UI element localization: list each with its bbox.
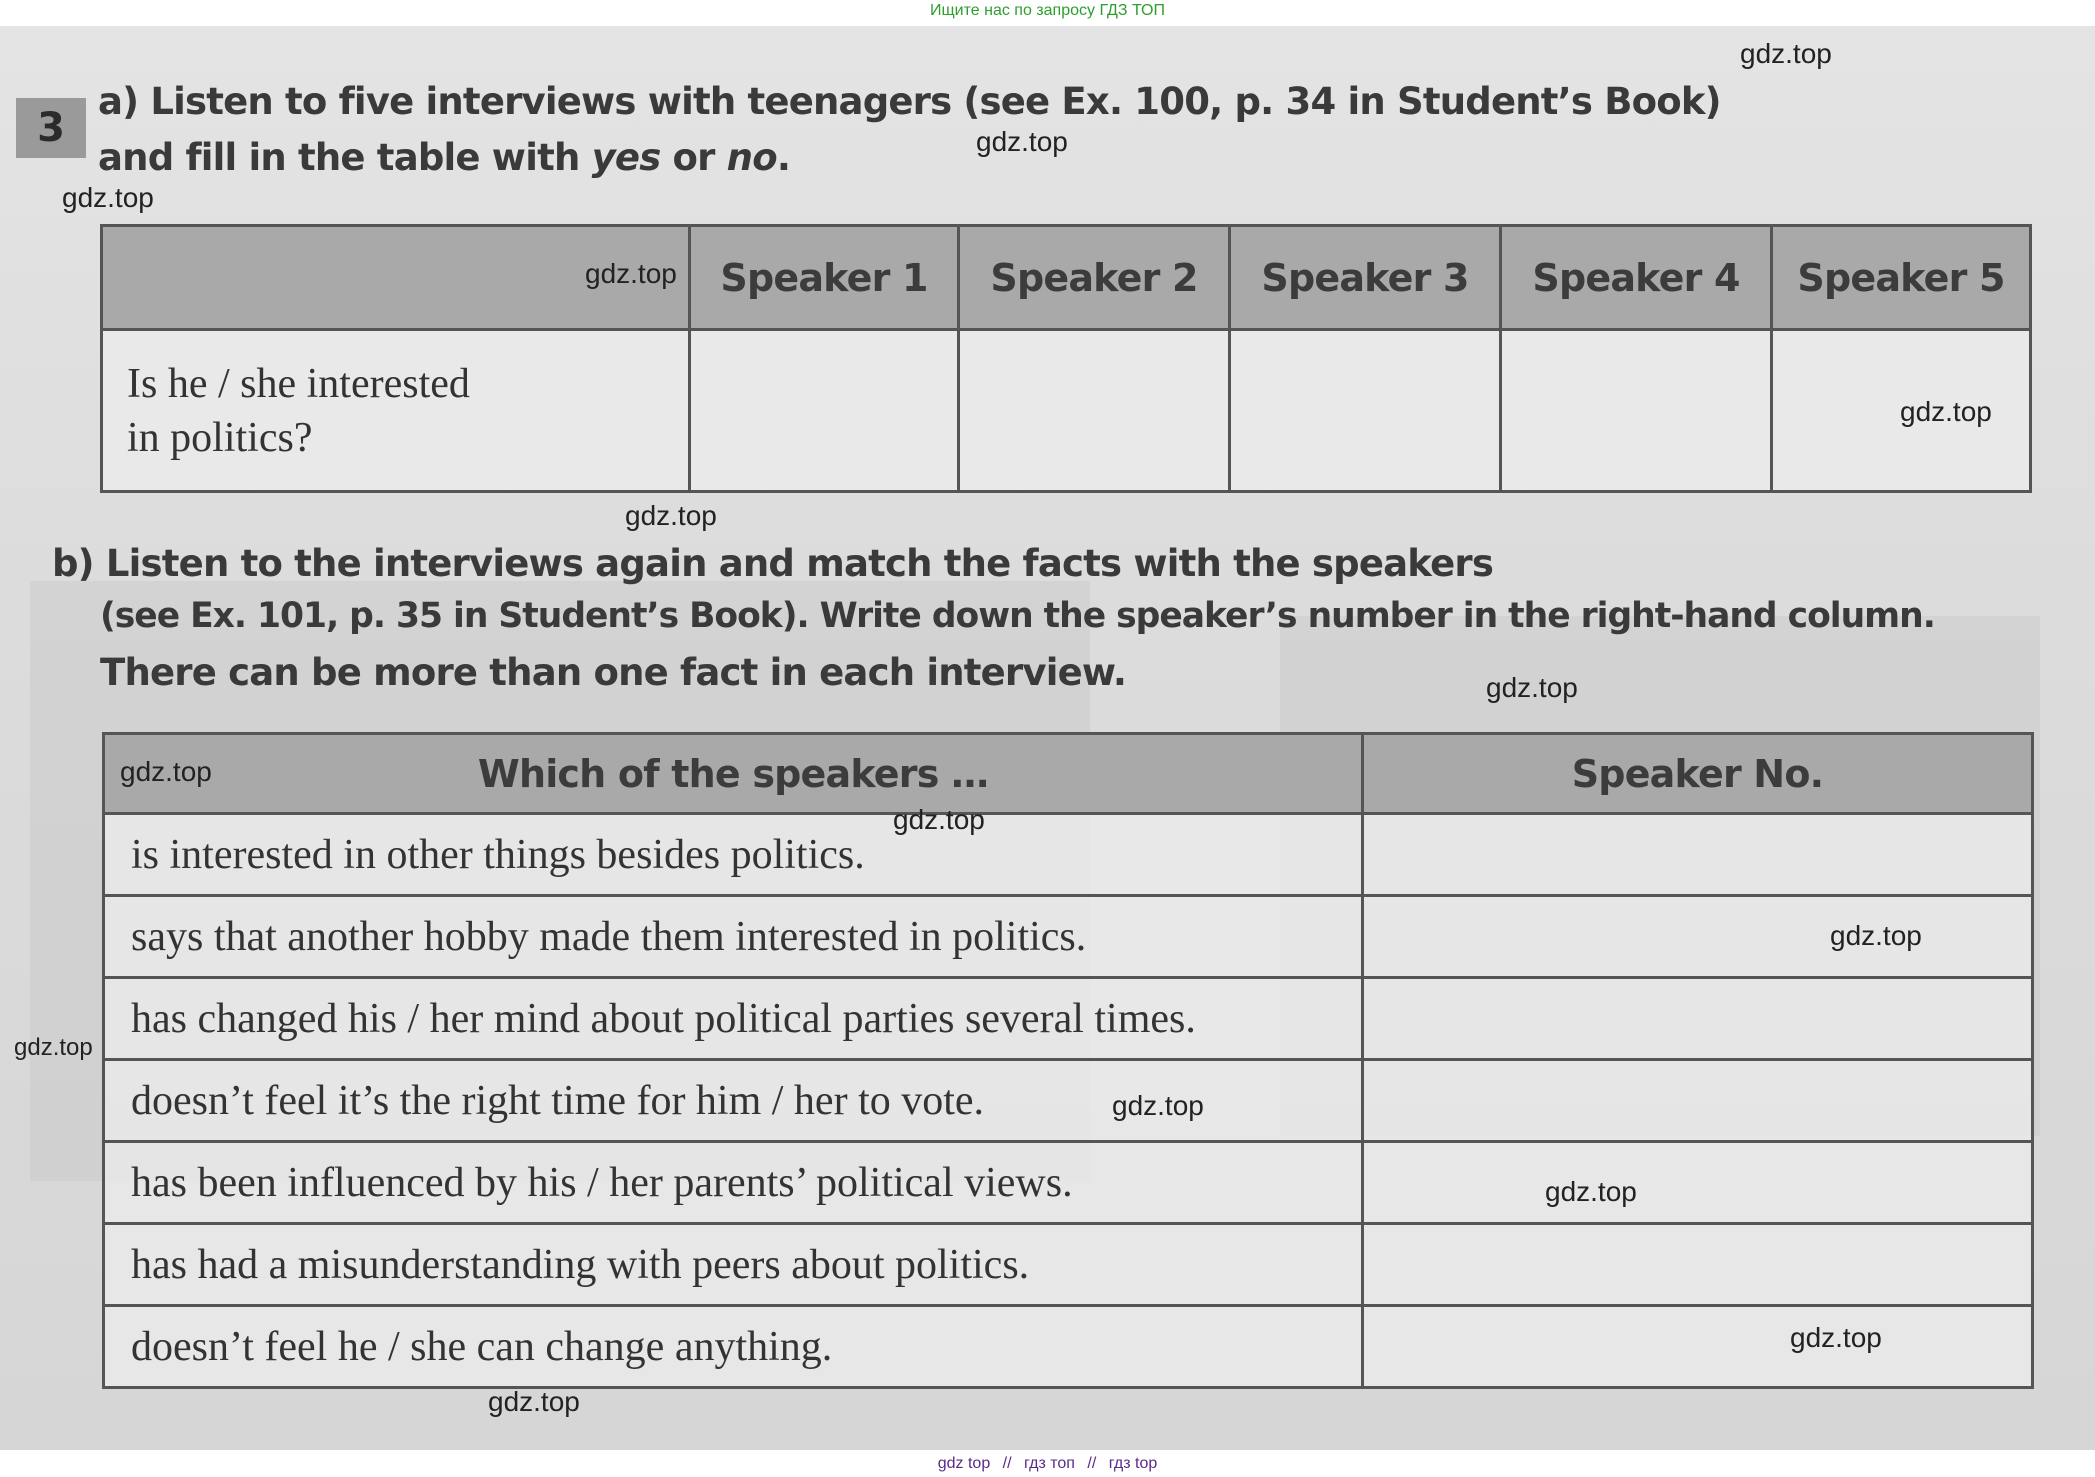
part-a-text-end: . [776, 136, 791, 179]
speaker-no-cell-6[interactable] [1363, 1224, 2033, 1306]
table-b-header-facts: Which of the speakers … [104, 734, 1363, 814]
part-a-instruction-line1: a) Listen to five interviews with teenagers (see Ex. 100, p. 34 in Student’s Book) [98, 80, 1721, 123]
part-a-text-start: and fill in the table with [98, 136, 592, 179]
fact-text-1: is interested in other things besides politics. [131, 831, 865, 878]
row-label-line2: in politics? [127, 414, 313, 461]
word-yes: yes [591, 136, 661, 179]
watermark: gdz.top [1112, 1090, 1204, 1121]
table-a-header-speaker-1: Speaker 1 [690, 226, 959, 330]
answer-cell-speaker-2[interactable] [959, 330, 1230, 492]
answer-cell-speaker-3[interactable] [1230, 330, 1501, 492]
fact-text-5: has been influenced by his / her parents’ political views. [131, 1159, 1073, 1206]
bottom-separator: // [1087, 1455, 1097, 1472]
watermark: gdz.top [976, 126, 1068, 157]
table-a [100, 224, 2032, 493]
speaker-no-cell-5[interactable] [1363, 1142, 2033, 1224]
part-a-text-or: or [660, 136, 727, 179]
bottom-link-gdz-top[interactable]: gdz top [937, 1455, 991, 1472]
speaker-no-cell-7[interactable] [1363, 1306, 2033, 1388]
watermark: gdz.top [62, 182, 154, 213]
speaker-no-cell-2[interactable] [1363, 896, 2033, 978]
table-b-header-speaker-no: Speaker No. [1363, 734, 2033, 814]
bottom-separator: // [1002, 1455, 1012, 1472]
part-b-instruction-line2: (see Ex. 101, p. 35 in Student’s Book). Write down the speaker’s number in the right-hand column. [100, 596, 1935, 636]
speaker-no-cell-4[interactable] [1363, 1060, 2033, 1142]
speaker-no-cell-3[interactable] [1363, 978, 2033, 1060]
table-a-header-speaker-3: Speaker 3 [1230, 226, 1501, 330]
answer-cell-speaker-1[interactable] [690, 330, 959, 492]
fact-text-3: has changed his / her mind about political parties several times. [131, 995, 1196, 1042]
fact-row-5 [104, 1142, 1363, 1224]
top-banner[interactable]: Ищите нас по запросу ГДЗ ТОП [930, 2, 1165, 19]
speaker-no-cell-1[interactable] [1363, 814, 2033, 896]
fact-row-2 [104, 896, 1363, 978]
watermark: gdz.top [1900, 396, 1992, 427]
watermark: gdz.top [625, 500, 717, 531]
watermark: gdz.top [1740, 38, 1832, 69]
table-a-row-label [102, 330, 690, 492]
textbook-page [0, 26, 2095, 1450]
fact-row-1 [104, 814, 1363, 896]
bottom-link-gdz-top-ru[interactable]: гдз топ [1024, 1455, 1075, 1472]
watermark: gdz.top [1486, 672, 1578, 703]
part-b-instruction-line3: There can be more than one fact in each interview. [100, 651, 1127, 694]
exercise-number: 3 [16, 98, 86, 158]
fact-text-6: has had a misunderstanding with peers about politics. [131, 1241, 1030, 1288]
watermark: gdz.top [488, 1386, 580, 1417]
watermark: gdz.top [1545, 1176, 1637, 1207]
word-no: no [726, 136, 777, 179]
fact-row-7 [104, 1306, 1363, 1388]
bottom-links [0, 1450, 2095, 1477]
part-a-instruction-line2 [98, 136, 790, 179]
watermark: gdz.top [585, 258, 677, 289]
watermark: gdz.top [1790, 1322, 1882, 1353]
row-label-line1: Is he / she interested [127, 360, 470, 407]
fact-text-4: doesn’t feel it’s the right time for him / her to vote. [131, 1077, 985, 1124]
fact-text-7: doesn’t feel he / she can change anything. [131, 1323, 833, 1370]
watermark: gdz.top [14, 1034, 93, 1061]
fact-row-3 [104, 978, 1363, 1060]
fact-text-2: says that another hobby made them interested in politics. [131, 913, 1087, 960]
table-a-header-speaker-4: Speaker 4 [1501, 226, 1772, 330]
part-b-instruction-line1: b) Listen to the interviews again and match the facts with the speakers [52, 542, 1494, 585]
table-b [102, 732, 2034, 1389]
watermark: gdz.top [1830, 920, 1922, 951]
bottom-link-gdz-top-mixed[interactable]: гдз top [1108, 1455, 1158, 1472]
watermark: gdz.top [120, 756, 212, 787]
fact-row-6 [104, 1224, 1363, 1306]
table-a-header-speaker-2: Speaker 2 [959, 226, 1230, 330]
table-a-header-speaker-5: Speaker 5 [1772, 226, 2031, 330]
watermark: gdz.top [893, 804, 985, 835]
answer-cell-speaker-4[interactable] [1501, 330, 1772, 492]
